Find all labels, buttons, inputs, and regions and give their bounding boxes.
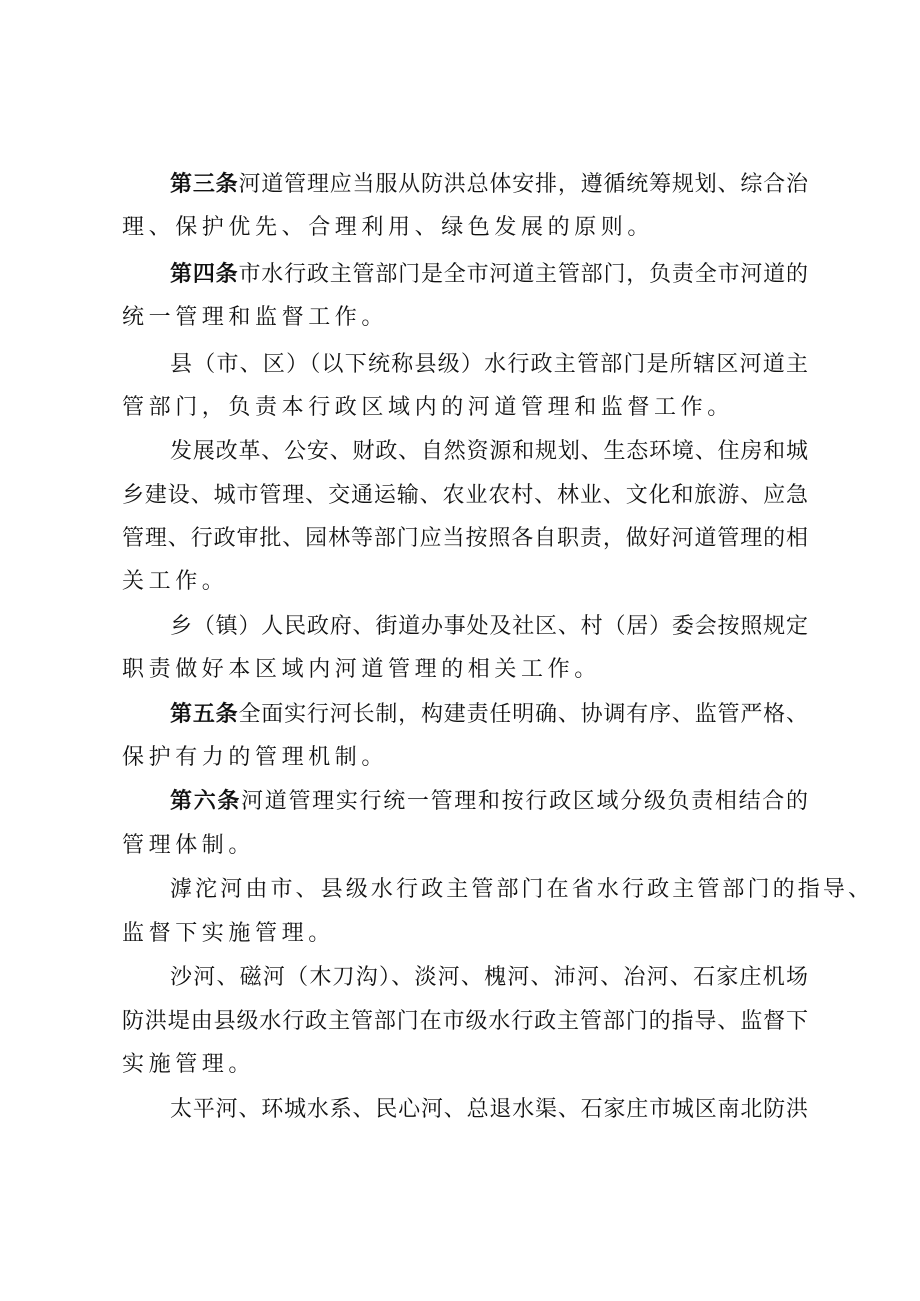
article-heading: 第六条 [170,789,242,814]
article-6-line-1: 第六条河道管理实行统一管理和按行政区域分级负责相结合的 [170,789,808,814]
paragraph-departments-line-3: 管理、行政审批、园林等部门应当按照各自职责，做好河道管理的相 [122,526,808,551]
paragraph-township-line-2: 职责做好本区域内河道管理的相关工作。 [122,657,601,682]
paragraph-shahe-line-1: 沙河、磁河（木刀沟）、淡河、槐河、沛河、冶河、石家庄机场 [170,965,808,990]
article-5-line-2: 保护有力的管理机制。 [122,745,389,770]
paragraph-shahe-line-2: 防洪堤由县级水行政主管部门在市级水行政主管部门的指导、监督下 [122,1009,808,1034]
article-3-line-1: 第三条河道管理应当服从防洪总体安排，遵循统筹规划、综合治 [170,172,808,197]
paragraph-taiping-line-1: 太平河、环城水系、民心河、总退水渠、石家庄市城区南北防洪 [170,1097,808,1122]
paragraph-hutuo-line-1: 滹沱河由市、县级水行政主管部门在省水行政主管部门的指导、 [170,877,870,902]
article-4-line-1: 第四条市水行政主管部门是全市河道主管部门，负责全市河道的 [170,262,808,287]
paragraph-departments-line-2: 乡建设、城市管理、交通运输、农业农村、林业、文化和旅游、应急 [122,483,808,508]
article-heading: 第五条 [170,702,239,727]
article-6-line-2: 管理体制。 [122,833,256,858]
article-3-line-2: 理、保护优先、合理利用、绿色发展的原则。 [122,215,655,240]
article-heading: 第四条 [170,262,239,287]
article-5-line-1: 第五条全面实行河长制，构建责任明确、协调有序、监管严格、 [170,702,808,727]
paragraph-hutuo-line-2: 监督下实施管理。 [122,921,335,946]
paragraph-county-line-2: 管部门，负责本行政区域内的河道管理和监督工作。 [122,395,734,420]
paragraph-departments-line-4: 关工作。 [122,569,229,594]
paragraph-township-line-1: 乡（镇）人民政府、街道办事处及社区、村（居）委会按照规定 [170,614,808,639]
article-heading: 第三条 [170,172,239,197]
paragraph-shahe-line-3: 实施管理。 [122,1052,256,1077]
paragraph-departments-line-1: 发展改革、公安、财政、自然资源和规划、生态环境、住房和城 [170,439,808,464]
article-4-line-2: 统一管理和监督工作。 [122,305,389,330]
paragraph-county-line-1: 县（市、区）（以下统称县级）水行政主管部门是所辖区河道主 [170,352,808,377]
